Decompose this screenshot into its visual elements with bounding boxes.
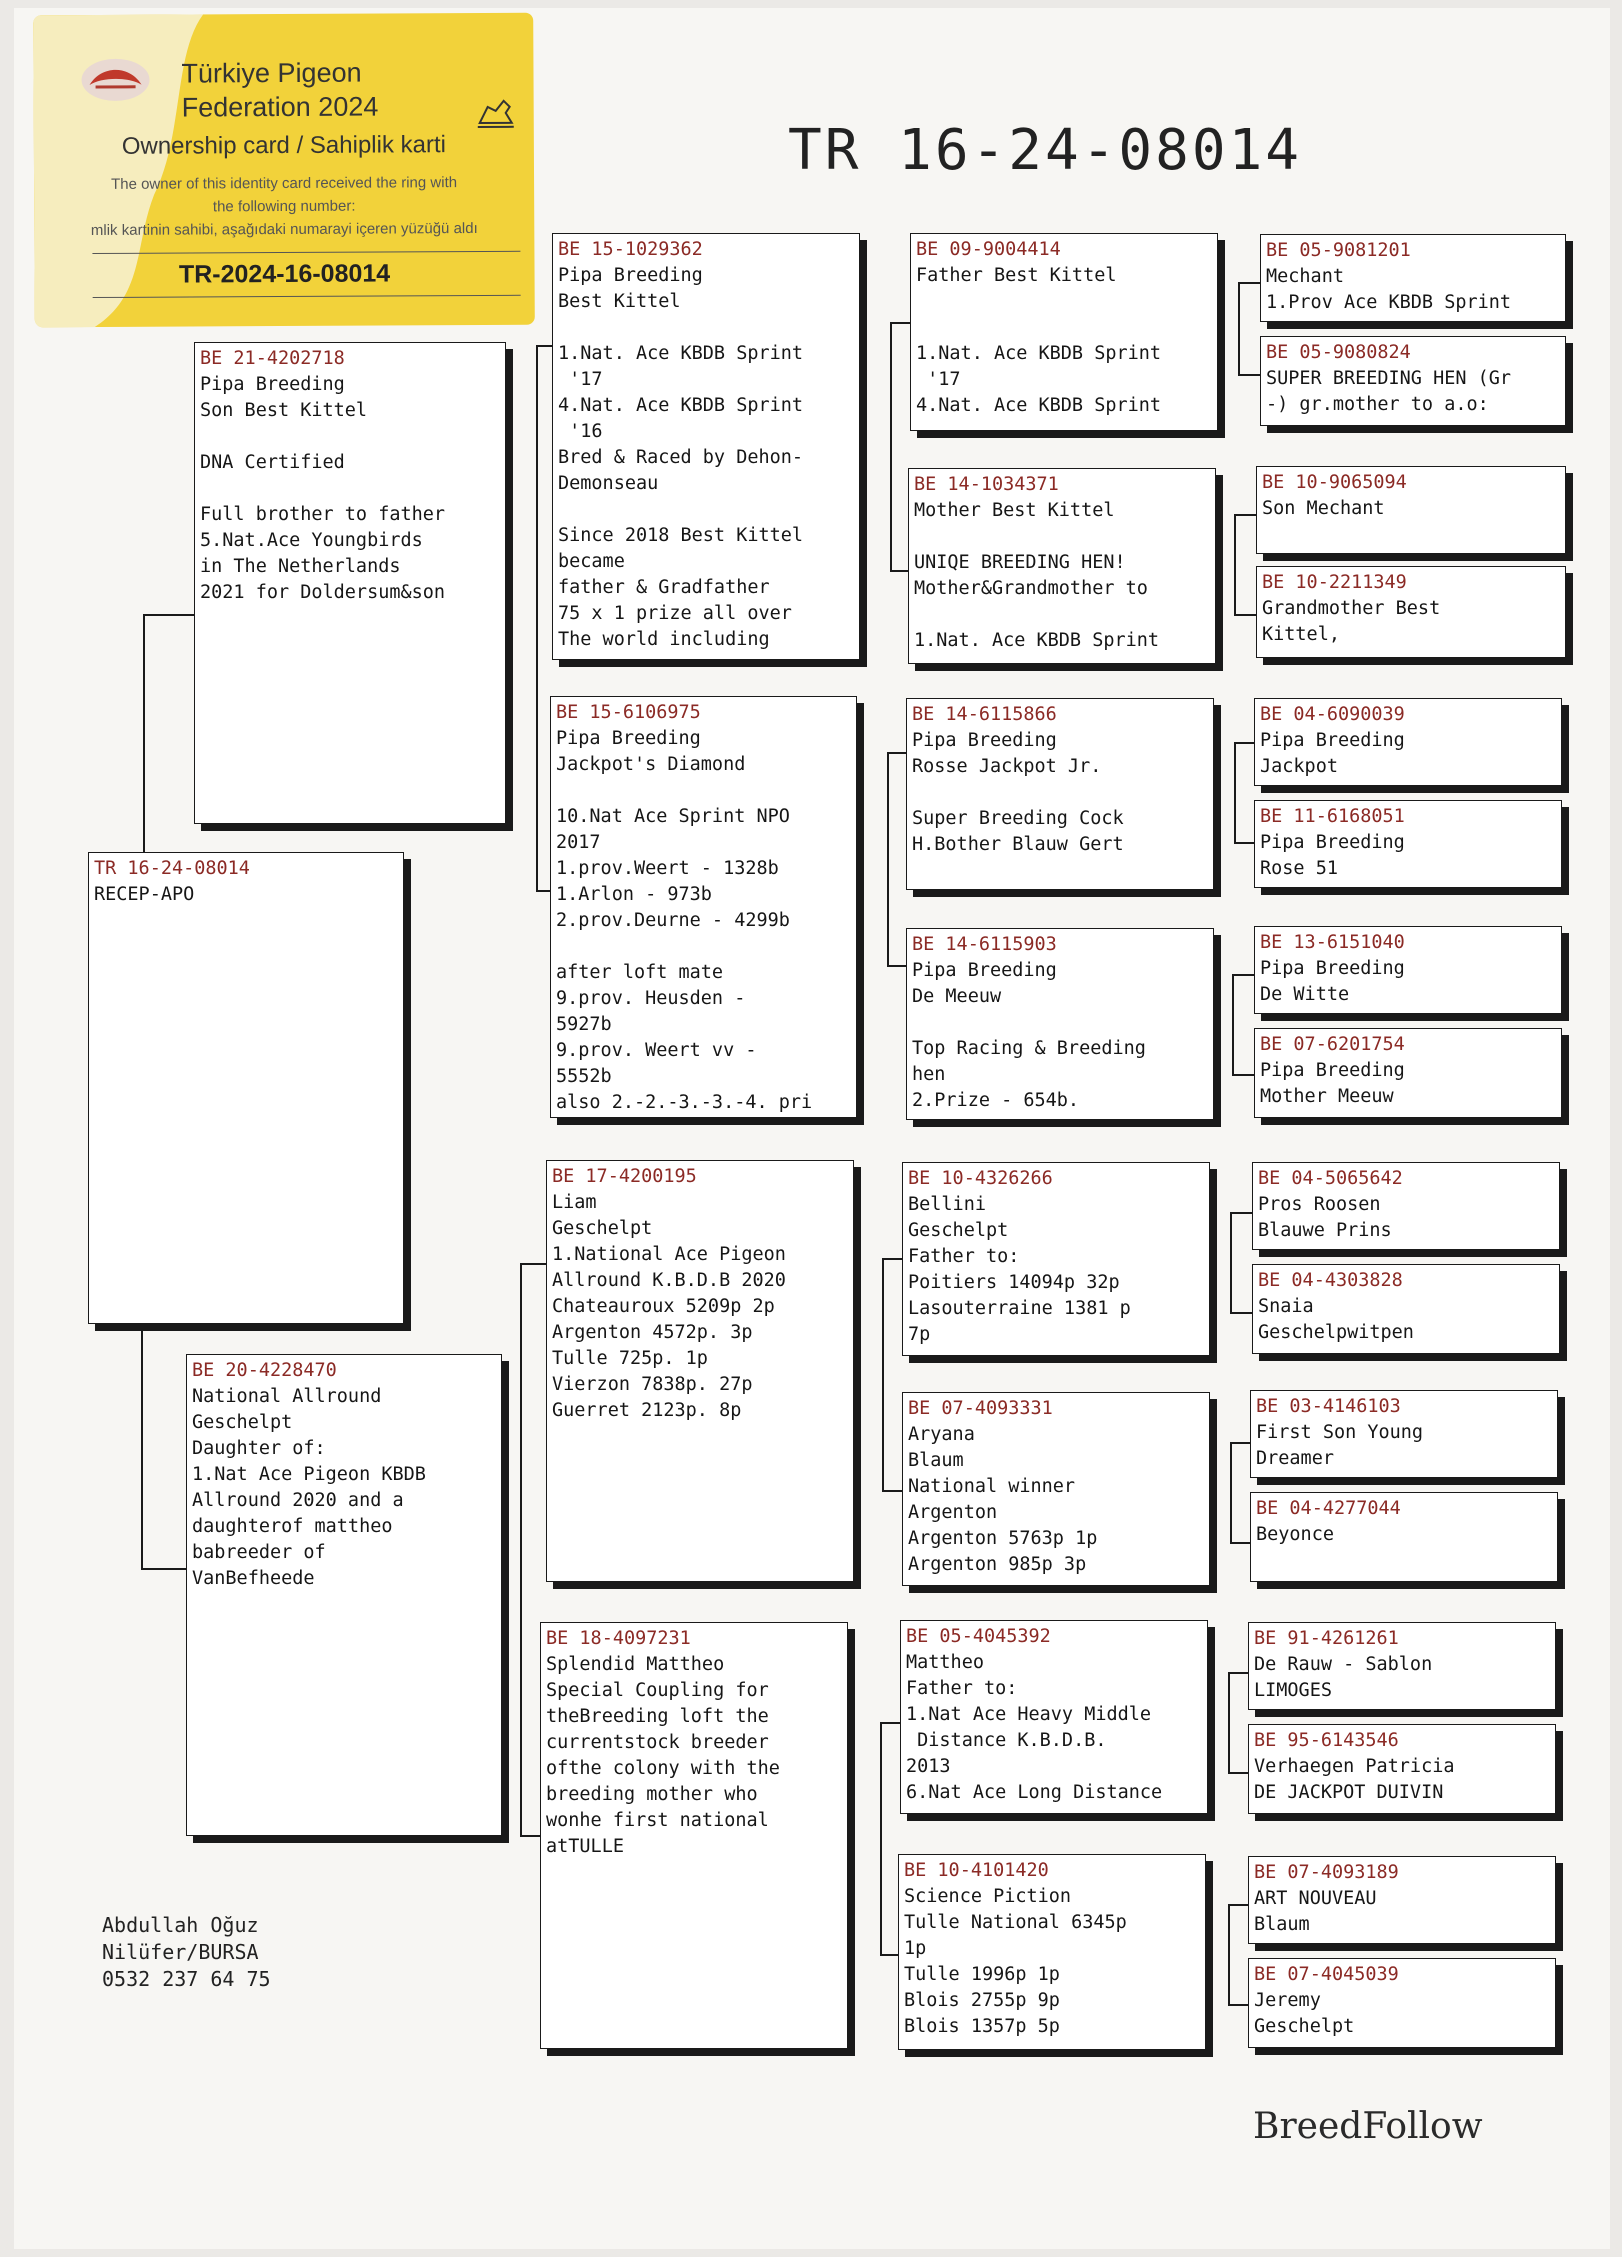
pigeon-subject: [88, 852, 404, 1324]
ring-number: BE 07-4093331: [908, 1398, 1053, 1419]
connector: [1232, 1074, 1254, 1076]
connector: [520, 1263, 548, 1265]
ring-number: BE 04-5065642: [1258, 1168, 1403, 1189]
pigeon-details: Mattheo Father to: 1.Nat Ace Heavy Middle Distance K.B.D.B. 2013 6.Nat Ace Long Distance: [906, 1652, 1163, 1803]
connector: [520, 1263, 522, 1835]
pigeon-details: Aryana Blaum National winner Argenton Argenton 5763p 1p Argenton 985p 3p: [908, 1424, 1098, 1575]
pigeon-dam: [186, 1354, 502, 1836]
pigeon-dsds: [1250, 1390, 1558, 1478]
pigeon-details: Liam Geschelpt 1.National Ace Pigeon Allround K.B.D.B 2020 Chateauroux 5209p 2p Argenton 4572p. 3p Tulle 725p. 1p Vierzon 7838p. 27p Guerret 2123p. 8p: [552, 1192, 786, 1421]
pigeon-details: De Rauw - Sablon LIMOGES: [1254, 1654, 1433, 1701]
connector: [882, 1258, 884, 1490]
owner-city: Nilüfer/BURSA: [102, 1940, 259, 1964]
pigeon-ddss: [1248, 1622, 1556, 1710]
ring-number: BE 03-4146103: [1256, 1396, 1401, 1417]
ring-number: BE 10-2211349: [1262, 572, 1407, 593]
connector: [1230, 1212, 1252, 1214]
connector: [1228, 1772, 1250, 1774]
pigeon-details: Pipa Breeding Son Best Kittel DNA Certified Full brother to father 5.Nat.Ace Youngbirds in The Netherlands 2021 for Doldersum&son: [200, 374, 446, 603]
ring-number: BE 05-9081201: [1266, 240, 1411, 261]
ring-number: BE 13-6151040: [1260, 932, 1405, 953]
connector: [1234, 742, 1236, 842]
pigeon-sdds: [1254, 926, 1562, 1014]
connector: [890, 322, 912, 324]
pigeon-details: Pros Roosen Blauwe Prins: [1258, 1194, 1392, 1241]
connector: [1234, 514, 1256, 516]
connector: [1234, 742, 1256, 744]
connector: [1228, 1904, 1250, 1906]
connector: [1238, 282, 1260, 284]
pigeon-ddds: [1248, 1856, 1556, 1944]
connector: [1230, 1212, 1232, 1312]
pigeon-sdss: [1254, 698, 1562, 786]
card-description: [34, 171, 534, 243]
federation-line-2: Federation 2024: [181, 91, 379, 123]
federation-name: [181, 56, 378, 125]
connector: [1238, 374, 1260, 376]
pigeon-details: SUPER BREEDING HEN (Gr -) gr.mother to a.o:: [1266, 368, 1512, 415]
pigeon-details: Grandmother Best Kittel,: [1262, 598, 1441, 645]
ring-number: BE 10-9065094: [1262, 472, 1407, 493]
pigeon-ddsd: [1248, 1724, 1556, 1814]
pigeon-ssss: [1260, 234, 1566, 322]
ring-number: BE 14-6115866: [912, 704, 1057, 725]
connector: [536, 345, 538, 890]
pigeon-details: Pipa Breeding Mother Meeuw: [1260, 1060, 1405, 1107]
ring-number: BE 07-4093189: [1254, 1862, 1399, 1883]
pigeon-details: Pipa Breeding Rosse Jackpot Jr. Super Breeding Cock H.Bother Blauw Gert: [912, 730, 1124, 855]
federation-line-1: Türkiye Pigeon: [181, 57, 362, 89]
connector: [141, 1568, 189, 1570]
ring-number: BE 91-4261261: [1254, 1628, 1399, 1649]
ring-number: BE 15-6106975: [556, 702, 701, 723]
pigeon-sds: [906, 698, 1214, 890]
pigeon-dds: [900, 1620, 1208, 1814]
connector: [880, 1722, 902, 1724]
connector: [1234, 842, 1256, 844]
pigeon-details: Science Piction Tulle National 6345p 1p Tulle 1996p 1p Blois 2755p 9p Blois 1357p 5p: [904, 1886, 1127, 2037]
card-desc-tr: mlik kartinin sahibi, aşağıdaki numarayi içeren yüzüğü aldı: [90, 219, 478, 240]
pigeon-details: Bellini Geschelpt Father to: Poitiers 14094p 32p Lasouterraine 1381 p 7p: [908, 1194, 1131, 1345]
connector: [1230, 1312, 1252, 1314]
ring-number: BE 04-4277044: [1256, 1498, 1401, 1519]
pigeon-sssd: [1260, 336, 1566, 426]
pigeon-sire: [194, 342, 506, 824]
owner-name: Abdullah Oğuz: [102, 1913, 259, 1937]
pigeon-details: Pipa Breeding Jackpot's Diamond 10.Nat Ace Sprint NPO 2017 1.prov.Weert - 1328b 1.Arlon - 973b 2.prov.Deurne - 4299b after loft mate 9.prov. Heusden - 5927b 9.prov. Weert vv - 5552b also 2.-2.-3.-3.-4. pri: [556, 728, 813, 1113]
pigeon-sddd: [1254, 1028, 1562, 1118]
horse-emblem-icon: [474, 93, 518, 133]
pigeon-details: Son Mechant: [1262, 498, 1385, 519]
pigeon-ssdd: [1256, 566, 1566, 658]
pigeon-details: Snaia Geschelpwitpen: [1258, 1296, 1414, 1343]
brand-logo: BreedFollow: [1253, 2106, 1483, 2147]
pigeon-details: Pipa Breeding Best Kittel 1.Nat. Ace KBDB Sprint '17 4.Nat. Ace KBDB Sprint '16 Bred & Raced by Dehon- Demonseau Since 2018 Best Kittel became father & Gradfather 75 x 1 prize all over The world including: [558, 265, 804, 650]
ring-number: BE 15-1029362: [558, 239, 703, 260]
connector: [1228, 2004, 1250, 2006]
pigeon-dddd: [1248, 1958, 1556, 2048]
connector: [1234, 614, 1256, 616]
pigeon-dss: [902, 1162, 1210, 1356]
connector: [1230, 1442, 1252, 1444]
pigeon-dam-dam: [540, 1622, 848, 2049]
connector: [143, 614, 145, 859]
ring-number: BE 05-4045392: [906, 1626, 1051, 1647]
ring-number: BE 04-4303828: [1258, 1270, 1403, 1291]
pigeon-details: Mother Best Kittel UNIQE BREEDING HEN! Mother&Grandmother to 1.Nat. Ace KBDB Sprint: [914, 500, 1160, 651]
ownership-card: [33, 13, 535, 328]
ring-number: BE 14-6115903: [912, 934, 1057, 955]
pigeon-details: Pipa Breeding De Witte: [1260, 958, 1405, 1005]
pigeon-details: ART NOUVEAU Blaum: [1254, 1888, 1377, 1935]
ring-number: BE 09-9004414: [916, 239, 1061, 260]
ring-number: BE 05-9080824: [1266, 342, 1411, 363]
ring-number: BE 10-4326266: [908, 1168, 1053, 1189]
pigeon-dssd: [1252, 1264, 1560, 1354]
ring-number: BE 07-4045039: [1254, 1964, 1399, 1985]
pigeon-details: RECEP-APO: [94, 884, 195, 905]
pigeon-dam-sire: [546, 1160, 854, 1582]
connector: [1228, 1672, 1250, 1674]
pigeon-details: Verhaegen Patricia DE JACKPOT DUIVIN: [1254, 1756, 1455, 1803]
ring-number: BE 07-6201754: [1260, 1034, 1405, 1055]
pigeon-sdd: [906, 928, 1214, 1120]
connector: [1234, 514, 1236, 614]
ring-number: BE 14-1034371: [914, 474, 1059, 495]
connector: [1228, 1904, 1230, 2004]
connector: [882, 1258, 904, 1260]
pigeon-details: Pipa Breeding Jackpot: [1260, 730, 1405, 777]
pigeon-details: Pipa Breeding Rose 51: [1260, 832, 1405, 879]
pigeon-ssd: [908, 468, 1216, 664]
connector: [887, 752, 889, 965]
pigeon-sire-dam: [550, 696, 857, 1118]
pigeon-details: Mechant 1.Prov Ace KBDB Sprint: [1266, 266, 1512, 313]
pigeon-dsd: [902, 1392, 1210, 1586]
card-desc-en-1: The owner of this identity card received the ring with: [111, 174, 458, 193]
pigeon-details: Pipa Breeding De Meeuw Top Racing & Breeding hen 2.Prize - 654b.: [912, 960, 1146, 1111]
pigeon-details: National Allround Geschelpt Daughter of: 1.Nat Ace Pigeon KBDB Allround 2020 and a daughterof mattheo babreeder of VanBefheede: [192, 1386, 426, 1589]
connector: [1230, 1542, 1252, 1544]
pigeon-details: Beyonce: [1256, 1524, 1334, 1545]
connector: [882, 1490, 904, 1492]
pigeon-dsdd: [1250, 1492, 1558, 1582]
federation-logo-icon: [79, 57, 151, 103]
ring-number: BE 17-4200195: [552, 1166, 697, 1187]
owner-phone: 0532 237 64 75: [102, 1967, 271, 1991]
ring-number: BE 18-4097231: [546, 1628, 691, 1649]
card-desc-en-2: the following number:: [212, 197, 356, 216]
ring-number: BE 21-4202718: [200, 348, 345, 369]
connector: [1232, 974, 1254, 976]
connector: [880, 1722, 882, 1954]
connector: [143, 614, 195, 616]
pigeon-details: Splendid Mattheo Special Coupling for theBreeding loft the currentstock breeder ofthe colony with the breeding mother who wonhe first national atTULLE: [546, 1654, 780, 1857]
ring-number: BE 10-4101420: [904, 1860, 1049, 1881]
ring-number: TR 16-24-08014: [94, 858, 250, 879]
pigeon-ddd: [898, 1854, 1206, 2050]
pigeon-details: First Son Young Dreamer: [1256, 1422, 1424, 1469]
pigeon-sire-sire: [552, 233, 860, 660]
card-number: TR-2024-16-08014: [178, 259, 391, 289]
connector: [1228, 1672, 1230, 1772]
pigeon-ssds: [1256, 466, 1566, 554]
card-heading: Ownership card / Sahiplik karti: [121, 131, 447, 160]
pigeon-details: Jeremy Geschelpt: [1254, 1990, 1355, 2037]
connector: [1230, 1442, 1232, 1542]
connector: [1238, 282, 1240, 374]
ring-number: BE 95-6143546: [1254, 1730, 1399, 1751]
pigeon-details: Father Best Kittel 1.Nat. Ace KBDB Sprint '17 4.Nat. Ace KBDB Sprint: [916, 265, 1162, 416]
ring-number: BE 11-6168051: [1260, 806, 1405, 827]
connector: [1232, 974, 1234, 1074]
pigeon-sdsd: [1254, 800, 1562, 888]
page-title: TR 16-24-08014: [788, 118, 1303, 183]
owner-info: [102, 1912, 271, 1993]
connector: [890, 322, 892, 570]
pigeon-dsss: [1252, 1162, 1560, 1250]
ring-number: BE 04-6090039: [1260, 704, 1405, 725]
ring-number: BE 20-4228470: [192, 1360, 337, 1381]
pigeon-sss: [910, 233, 1218, 431]
connector: [141, 1298, 143, 1568]
